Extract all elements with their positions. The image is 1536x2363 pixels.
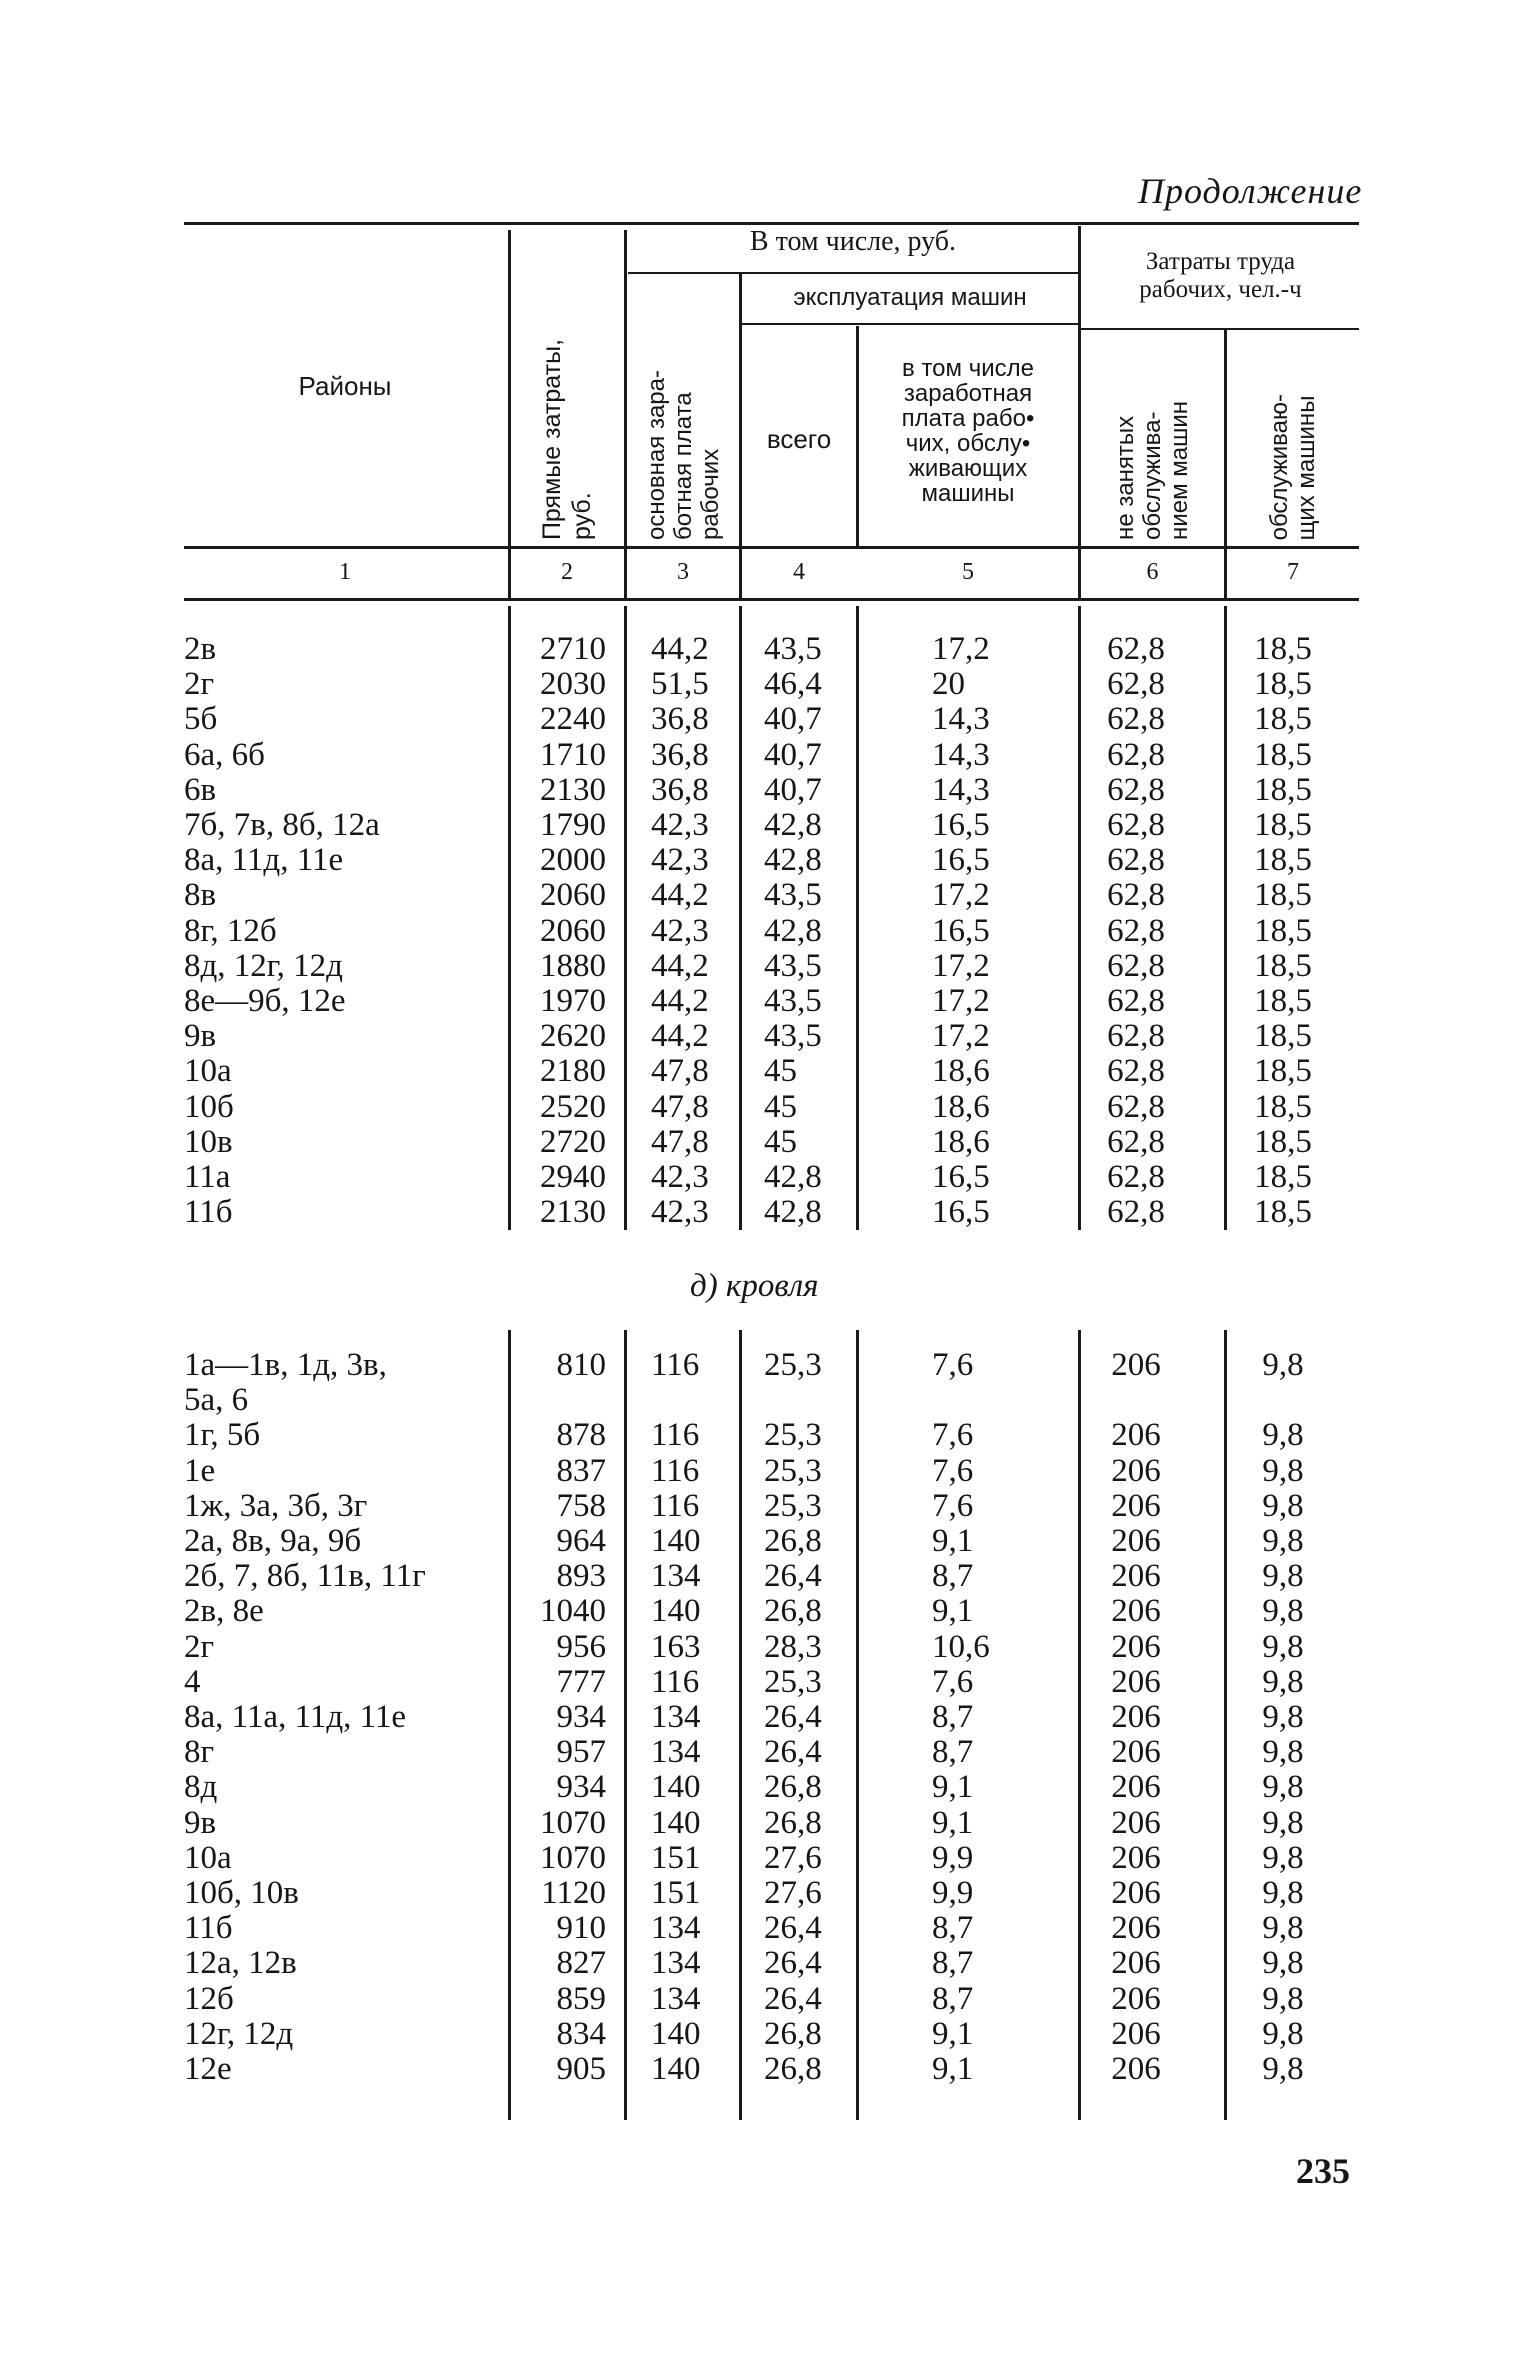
cell-direct: 2060 <box>540 912 606 949</box>
cell-region: 10б, 10в <box>184 1875 299 1911</box>
cell-total: 43,5 <box>764 877 822 914</box>
col-number-1: 1 <box>339 559 351 585</box>
cell-labor1: 206 <box>1111 1593 1161 1630</box>
cell-wages: 44,2 <box>651 631 709 667</box>
cell-direct: 2130 <box>540 1194 606 1231</box>
cell-total: 26,8 <box>764 2015 822 2052</box>
cell-wages: 163 <box>651 1628 701 1665</box>
cell-labor1: 206 <box>1111 1804 1161 1841</box>
cell-labor1: 206 <box>1111 1875 1161 1911</box>
cell-mwages: 14,3 <box>932 771 990 808</box>
cell-region: 11б <box>184 1194 233 1231</box>
cell-direct: 777 <box>556 1663 606 1700</box>
cell-region: 8а, 11д, 11е <box>184 842 344 879</box>
cell-direct: 810 <box>556 1347 606 1383</box>
header-direct-cost: Прямые затраты, руб. <box>538 338 596 540</box>
cell-region: 11а <box>184 1159 231 1195</box>
cell-region: 2б, 7, 8б, 11в, 11г <box>184 1558 426 1595</box>
cell-region: 12е <box>184 2051 232 2087</box>
cell-wages: 134 <box>651 1558 701 1595</box>
cell-region: 1а—1в, 1д, 3в, <box>184 1347 387 1383</box>
cell-wages: 47,8 <box>651 1123 709 1160</box>
cell-mwages: 18,6 <box>932 1053 990 1090</box>
cell-labor2: 18,5 <box>1254 912 1312 949</box>
cell-mwages: 9,1 <box>932 2015 974 2052</box>
cell-direct: 859 <box>556 1980 606 2017</box>
cell-wages: 44,2 <box>651 877 709 914</box>
cell-direct: 2130 <box>540 771 606 808</box>
cell-mwages: 10,6 <box>932 1628 990 1665</box>
cell-labor2: 18,5 <box>1254 877 1312 914</box>
cell-labor2: 9,8 <box>1262 1945 1304 1982</box>
cell-region: 2г <box>184 1628 215 1665</box>
cell-direct: 964 <box>556 1523 606 1559</box>
cell-mwages: 17,2 <box>932 877 990 914</box>
cell-labor2: 9,8 <box>1262 1699 1304 1735</box>
cell-region: 8а, 11а, 11д, 11е <box>184 1699 407 1735</box>
cell-mwages: 17,2 <box>932 1018 990 1055</box>
cell-direct: 2620 <box>540 1018 606 1055</box>
cell-labor1: 206 <box>1111 1628 1161 1665</box>
cell-direct: 2720 <box>540 1123 606 1160</box>
cell-mwages: 9,9 <box>932 1839 974 1876</box>
cell-labor1: 62,8 <box>1107 1159 1165 1195</box>
cell-mwages: 16,5 <box>932 842 990 879</box>
cell-mwages: 8,7 <box>932 1910 974 1947</box>
cell-mwages: 8,7 <box>932 1945 974 1982</box>
cell-labor2: 18,5 <box>1254 1123 1312 1160</box>
cell-mwages: 7,6 <box>932 1487 974 1524</box>
cell-wages: 44,2 <box>651 1018 709 1055</box>
cell-mwages: 14,3 <box>932 701 990 738</box>
cell-mwages: 7,6 <box>932 1663 974 1700</box>
cell-mwages: 8,7 <box>932 1734 974 1771</box>
cell-labor2: 18,5 <box>1254 807 1312 843</box>
cell-direct: 1710 <box>540 736 606 773</box>
cell-labor2: 18,5 <box>1254 947 1312 984</box>
cell-direct: 1070 <box>540 1839 606 1876</box>
cell-labor2: 9,8 <box>1262 2015 1304 2052</box>
cell-wages: 116 <box>651 1417 700 1454</box>
cell-direct: 956 <box>556 1628 606 1665</box>
cell-total: 25,3 <box>764 1347 822 1383</box>
cell-total: 26,4 <box>764 1734 822 1771</box>
cell-direct: 1040 <box>540 1593 606 1630</box>
cell-total: 25,3 <box>764 1452 822 1489</box>
cell-labor2: 9,8 <box>1262 1769 1304 1806</box>
cell-total: 27,6 <box>764 1839 822 1876</box>
cell-labor1: 206 <box>1111 1417 1161 1454</box>
header-group-in-that-number: В том числе, руб. <box>749 226 957 257</box>
body-vline <box>739 606 742 1230</box>
cell-total: 42,8 <box>764 1194 822 1231</box>
cell-total: 40,7 <box>764 736 822 773</box>
cell-mwages: 9,1 <box>932 1769 974 1806</box>
cell-labor1: 206 <box>1111 1839 1161 1876</box>
cell-labor1: 62,8 <box>1107 1018 1165 1055</box>
cell-wages: 140 <box>651 1804 701 1841</box>
header-wages-wrap <box>627 300 739 540</box>
cell-region: 4 <box>184 1663 201 1700</box>
cell-mwages: 9,1 <box>932 2051 974 2087</box>
cell-region: 10а <box>184 1839 232 1876</box>
cell-total: 46,4 <box>764 666 822 703</box>
cell-wages: 134 <box>651 1980 701 2017</box>
cell-labor2: 9,8 <box>1262 1593 1304 1630</box>
cell-labor1: 206 <box>1111 2015 1161 2052</box>
cell-total: 45 <box>764 1088 797 1125</box>
cell-wages: 134 <box>651 1699 701 1735</box>
cell-direct: 1120 <box>541 1875 606 1911</box>
cell-wages: 47,8 <box>651 1088 709 1125</box>
cell-labor2: 18,5 <box>1254 771 1312 808</box>
cell-mwages: 9,1 <box>932 1523 974 1559</box>
cell-mwages: 20 <box>932 666 965 703</box>
cell-labor1: 62,8 <box>1107 947 1165 984</box>
cell-labor1: 206 <box>1111 2051 1161 2087</box>
cell-total: 26,4 <box>764 1910 822 1947</box>
header-not-machine: не занятых обслужива- нием машин <box>1112 401 1193 540</box>
cell-labor1: 206 <box>1111 1769 1161 1806</box>
cell-labor2: 9,8 <box>1262 1663 1304 1700</box>
col-number-5: 5 <box>962 559 974 585</box>
cell-direct: 834 <box>556 2015 606 2052</box>
cell-mwages: 16,5 <box>932 912 990 949</box>
cell-labor1: 62,8 <box>1107 912 1165 949</box>
cell-region: 8е—9б, 12е <box>184 983 346 1019</box>
cell-region: 11б <box>184 1910 233 1947</box>
cell-labor1: 62,8 <box>1107 1194 1165 1231</box>
cell-region: 8д, 12г, 12д <box>184 947 343 984</box>
cell-region: 8г <box>184 1734 215 1771</box>
cell-labor1: 62,8 <box>1107 842 1165 879</box>
header-wages: основная зара- ботная плата рабочих <box>642 369 724 540</box>
cell-wages: 140 <box>651 1769 701 1806</box>
cell-direct: 957 <box>556 1734 606 1771</box>
cell-total: 26,8 <box>764 1593 822 1630</box>
cell-labor1: 206 <box>1111 1910 1161 1947</box>
cell-region: 9в <box>184 1018 217 1055</box>
cell-labor2: 9,8 <box>1262 1980 1304 2017</box>
cell-wages: 36,8 <box>651 736 709 773</box>
cell-labor2: 18,5 <box>1254 983 1312 1019</box>
cell-labor2: 18,5 <box>1254 1159 1312 1195</box>
cell-wages: 116 <box>651 1347 700 1383</box>
cell-labor2: 9,8 <box>1262 1734 1304 1771</box>
cell-region: 1ж, 3а, 3б, 3г <box>184 1487 368 1524</box>
cell-region: 2в, 8е <box>184 1593 264 1630</box>
cell-total: 26,4 <box>764 1980 822 2017</box>
cell-labor1: 62,8 <box>1107 736 1165 773</box>
cell-total: 42,8 <box>764 1159 822 1195</box>
cell-labor2: 9,8 <box>1262 1452 1304 1489</box>
cell-direct: 2060 <box>540 877 606 914</box>
cell-labor1: 62,8 <box>1107 1088 1165 1125</box>
cell-wages: 140 <box>651 1593 701 1630</box>
cell-direct: 893 <box>556 1558 606 1595</box>
cell-total: 26,8 <box>764 1523 822 1559</box>
cell-labor1: 206 <box>1111 1734 1161 1771</box>
cell-wages: 140 <box>651 2051 701 2087</box>
body-vline <box>739 1330 742 2120</box>
cell-total: 43,5 <box>764 983 822 1019</box>
cell-total: 28,3 <box>764 1628 822 1665</box>
cell-labor1: 62,8 <box>1107 631 1165 667</box>
cell-mwages: 8,7 <box>932 1699 974 1735</box>
cell-wages: 134 <box>651 1945 701 1982</box>
cell-direct: 1790 <box>540 807 606 843</box>
cell-labor2: 18,5 <box>1254 1194 1312 1231</box>
cell-mwages: 9,9 <box>932 1875 974 1911</box>
cell-total: 43,5 <box>764 947 822 984</box>
cell-mwages: 7,6 <box>932 1347 974 1383</box>
cell-direct: 2240 <box>540 701 606 738</box>
cell-mwages: 17,2 <box>932 947 990 984</box>
cell-wages: 36,8 <box>651 701 709 738</box>
cell-mwages: 14,3 <box>932 736 990 773</box>
group-rule-machine-operation <box>740 323 1078 325</box>
cell-total: 45 <box>764 1053 797 1090</box>
cell-labor1: 62,8 <box>1107 1123 1165 1160</box>
cell-mwages: 18,6 <box>932 1088 990 1125</box>
cell-total: 27,6 <box>764 1875 822 1911</box>
cell-wages: 42,3 <box>651 1159 709 1195</box>
cell-labor2: 9,8 <box>1262 1523 1304 1559</box>
header-vline <box>856 326 859 546</box>
cell-direct: 934 <box>556 1699 606 1735</box>
cell-total: 26,8 <box>764 1804 822 1841</box>
cell-wages: 42,3 <box>651 912 709 949</box>
cell-total: 26,8 <box>764 1769 822 1806</box>
cell-direct: 934 <box>556 1769 606 1806</box>
cell-labor1: 62,8 <box>1107 666 1165 703</box>
page-number: 235 <box>1296 2151 1350 2191</box>
col-number-4: 4 <box>793 559 805 585</box>
header-regions: Районы <box>298 371 392 401</box>
cell-region: 1е <box>184 1452 216 1489</box>
cell-region: 2г <box>184 666 215 703</box>
group-rule-labor <box>1080 328 1359 330</box>
header-direct-cost-wrap <box>511 260 623 540</box>
cell-direct: 1070 <box>540 1804 606 1841</box>
cell-wages: 151 <box>651 1839 701 1876</box>
header-machine-wages: в том числе заработная плата рабо• чих, обслу• живающих машины <box>901 355 1035 507</box>
cell-wages: 116 <box>651 1487 700 1524</box>
cell-labor2: 18,5 <box>1254 842 1312 879</box>
cell-total: 42,8 <box>764 842 822 879</box>
cell-labor1: 206 <box>1111 1558 1161 1595</box>
cell-wages: 47,8 <box>651 1053 709 1090</box>
cell-total: 45 <box>764 1123 797 1160</box>
cell-labor2: 18,5 <box>1254 1018 1312 1055</box>
cell-mwages: 9,1 <box>932 1593 974 1630</box>
cell-direct: 2180 <box>540 1053 606 1090</box>
header-group-machine-operation: эксплуатация машин <box>793 284 1027 311</box>
cell-region: 8д <box>184 1769 218 1806</box>
cell-labor1: 62,8 <box>1107 1053 1165 1090</box>
cell-direct: 905 <box>556 2051 606 2087</box>
cell-wages: 140 <box>651 1523 701 1559</box>
cell-wages: 36,8 <box>651 771 709 808</box>
cell-labor2: 18,5 <box>1254 1053 1312 1090</box>
header-group-labor: Затраты труда рабочих, чел.-ч <box>1139 248 1302 303</box>
cell-labor2: 9,8 <box>1262 1910 1304 1947</box>
cell-mwages: 9,1 <box>932 1804 974 1841</box>
cell-mwages: 16,5 <box>932 1159 990 1195</box>
cell-region: 9в <box>184 1804 217 1841</box>
cell-labor2: 18,5 <box>1254 701 1312 738</box>
cell-labor1: 206 <box>1111 1487 1161 1524</box>
cell-direct: 2710 <box>540 631 606 667</box>
cell-total: 40,7 <box>764 771 822 808</box>
cell-labor1: 62,8 <box>1107 771 1165 808</box>
cell-wages: 134 <box>651 1910 701 1947</box>
cell-labor1: 62,8 <box>1107 983 1165 1019</box>
col-number-7: 7 <box>1287 559 1299 585</box>
cell-labor2: 18,5 <box>1254 666 1312 703</box>
cell-labor1: 206 <box>1111 1699 1161 1735</box>
body-vline <box>856 1330 859 2120</box>
cell-direct: 827 <box>556 1945 606 1982</box>
cell-mwages: 16,5 <box>932 807 990 843</box>
cell-total: 26,4 <box>764 1699 822 1735</box>
cell-labor2: 18,5 <box>1254 631 1312 667</box>
cell-labor1: 206 <box>1111 1347 1161 1383</box>
cell-labor2: 18,5 <box>1254 736 1312 773</box>
cell-wages: 134 <box>651 1734 701 1771</box>
cell-total: 40,7 <box>764 701 822 738</box>
header-not-machine-wrap <box>1081 340 1224 540</box>
cell-labor1: 206 <box>1111 1663 1161 1700</box>
cell-direct: 878 <box>556 1417 606 1454</box>
cell-mwages: 8,7 <box>932 1558 974 1595</box>
cell-mwages: 16,5 <box>932 1194 990 1231</box>
cell-wages: 116 <box>651 1452 700 1489</box>
cell-mwages: 17,2 <box>932 983 990 1019</box>
cell-total: 25,3 <box>764 1487 822 1524</box>
cell-total: 26,4 <box>764 1945 822 1982</box>
cell-mwages: 7,6 <box>932 1417 974 1454</box>
cell-wages: 42,3 <box>651 807 709 843</box>
cell-direct: 837 <box>556 1452 606 1489</box>
cell-region: 8г, 12б <box>184 912 277 949</box>
cell-region: 6а, 6б <box>184 736 265 773</box>
cell-direct: 758 <box>556 1487 606 1524</box>
cell-direct: 1970 <box>540 983 606 1019</box>
cell-mwages: 7,6 <box>932 1452 974 1489</box>
cell-wages: 51,5 <box>651 666 709 703</box>
cell-region: 5б <box>184 701 218 738</box>
cell-total: 25,3 <box>764 1417 822 1454</box>
header-top-rule <box>184 222 1359 225</box>
header-total: всего <box>766 424 832 454</box>
cell-total: 43,5 <box>764 631 822 667</box>
cell-mwages: 18,6 <box>932 1123 990 1160</box>
col-number-6: 6 <box>1146 559 1159 585</box>
cell-direct: 910 <box>556 1910 606 1947</box>
cell-direct: 2000 <box>540 842 606 879</box>
cell-wages: 151 <box>651 1875 701 1911</box>
cell-direct: 2940 <box>540 1159 606 1195</box>
colnum-bottom-rule <box>184 598 1359 601</box>
cell-direct: 2520 <box>540 1088 606 1125</box>
cell-wages: 44,2 <box>651 947 709 984</box>
cell-wages: 42,3 <box>651 842 709 879</box>
cell-wages: 116 <box>651 1663 700 1700</box>
cell-mwages: 17,2 <box>932 631 990 667</box>
continuation-label: Продолжение <box>1138 171 1363 211</box>
cell-region: 2а, 8в, 9а, 9б <box>184 1523 362 1559</box>
cell-wages: 140 <box>651 2015 701 2052</box>
cell-labor1: 206 <box>1111 1980 1161 2017</box>
cell-labor2: 9,8 <box>1262 1839 1304 1876</box>
cell-labor2: 9,8 <box>1262 2051 1304 2087</box>
cell-labor2: 9,8 <box>1262 1417 1304 1454</box>
cell-region: 12г, 12д <box>184 2015 294 2052</box>
cell-total: 42,8 <box>764 912 822 949</box>
cell-direct: 1880 <box>540 947 606 984</box>
header-serving-machine: обслуживаю- щих машины <box>1266 393 1320 540</box>
cell-region: 1г, 5б <box>184 1417 261 1454</box>
section2-title: д) кровля <box>690 1268 819 1304</box>
cell-region-continuation: 5а, 6 <box>184 1382 249 1419</box>
cell-region: 12а, 12в <box>184 1945 297 1982</box>
cell-region: 8в <box>184 877 217 914</box>
body-vline <box>624 606 627 1230</box>
cell-labor2: 9,8 <box>1262 1628 1304 1665</box>
cell-total: 42,8 <box>764 807 822 843</box>
body-vline <box>624 1330 627 2120</box>
cell-region: 6в <box>184 771 217 808</box>
cell-labor2: 9,8 <box>1262 1875 1304 1911</box>
header-bottom-rule <box>184 546 1359 549</box>
cell-labor2: 9,8 <box>1262 1487 1304 1524</box>
cell-labor1: 62,8 <box>1107 807 1165 843</box>
body-vline <box>856 606 859 1230</box>
cell-region: 10б <box>184 1088 234 1125</box>
cell-labor1: 206 <box>1111 1523 1161 1559</box>
cell-labor1: 62,8 <box>1107 877 1165 914</box>
cell-labor2: 9,8 <box>1262 1558 1304 1595</box>
cell-wages: 44,2 <box>651 983 709 1019</box>
cell-region: 10а <box>184 1053 232 1090</box>
col-number-3: 3 <box>677 559 689 585</box>
cell-labor1: 206 <box>1111 1945 1161 1982</box>
cell-region: 2в <box>184 631 217 667</box>
header-serving-machine-wrap <box>1227 340 1359 540</box>
cell-wages: 42,3 <box>651 1194 709 1231</box>
cell-region: 7б, 7в, 8б, 12а <box>184 807 380 843</box>
cell-total: 26,8 <box>764 2051 822 2087</box>
cell-labor2: 9,8 <box>1262 1804 1304 1841</box>
cell-region: 12б <box>184 1980 234 2017</box>
cell-direct: 2030 <box>540 666 606 703</box>
cell-total: 25,3 <box>764 1663 822 1700</box>
cell-labor1: 206 <box>1111 1452 1161 1489</box>
cell-total: 26,4 <box>764 1558 822 1595</box>
cell-labor2: 9,8 <box>1262 1347 1304 1383</box>
cell-labor2: 18,5 <box>1254 1088 1312 1125</box>
cell-total: 43,5 <box>764 1018 822 1055</box>
cell-region: 10в <box>184 1123 233 1160</box>
group-rule-in-that-number <box>628 272 1078 274</box>
cell-mwages: 8,7 <box>932 1980 974 2017</box>
col-number-2: 2 <box>561 559 573 585</box>
cell-labor1: 62,8 <box>1107 701 1165 738</box>
